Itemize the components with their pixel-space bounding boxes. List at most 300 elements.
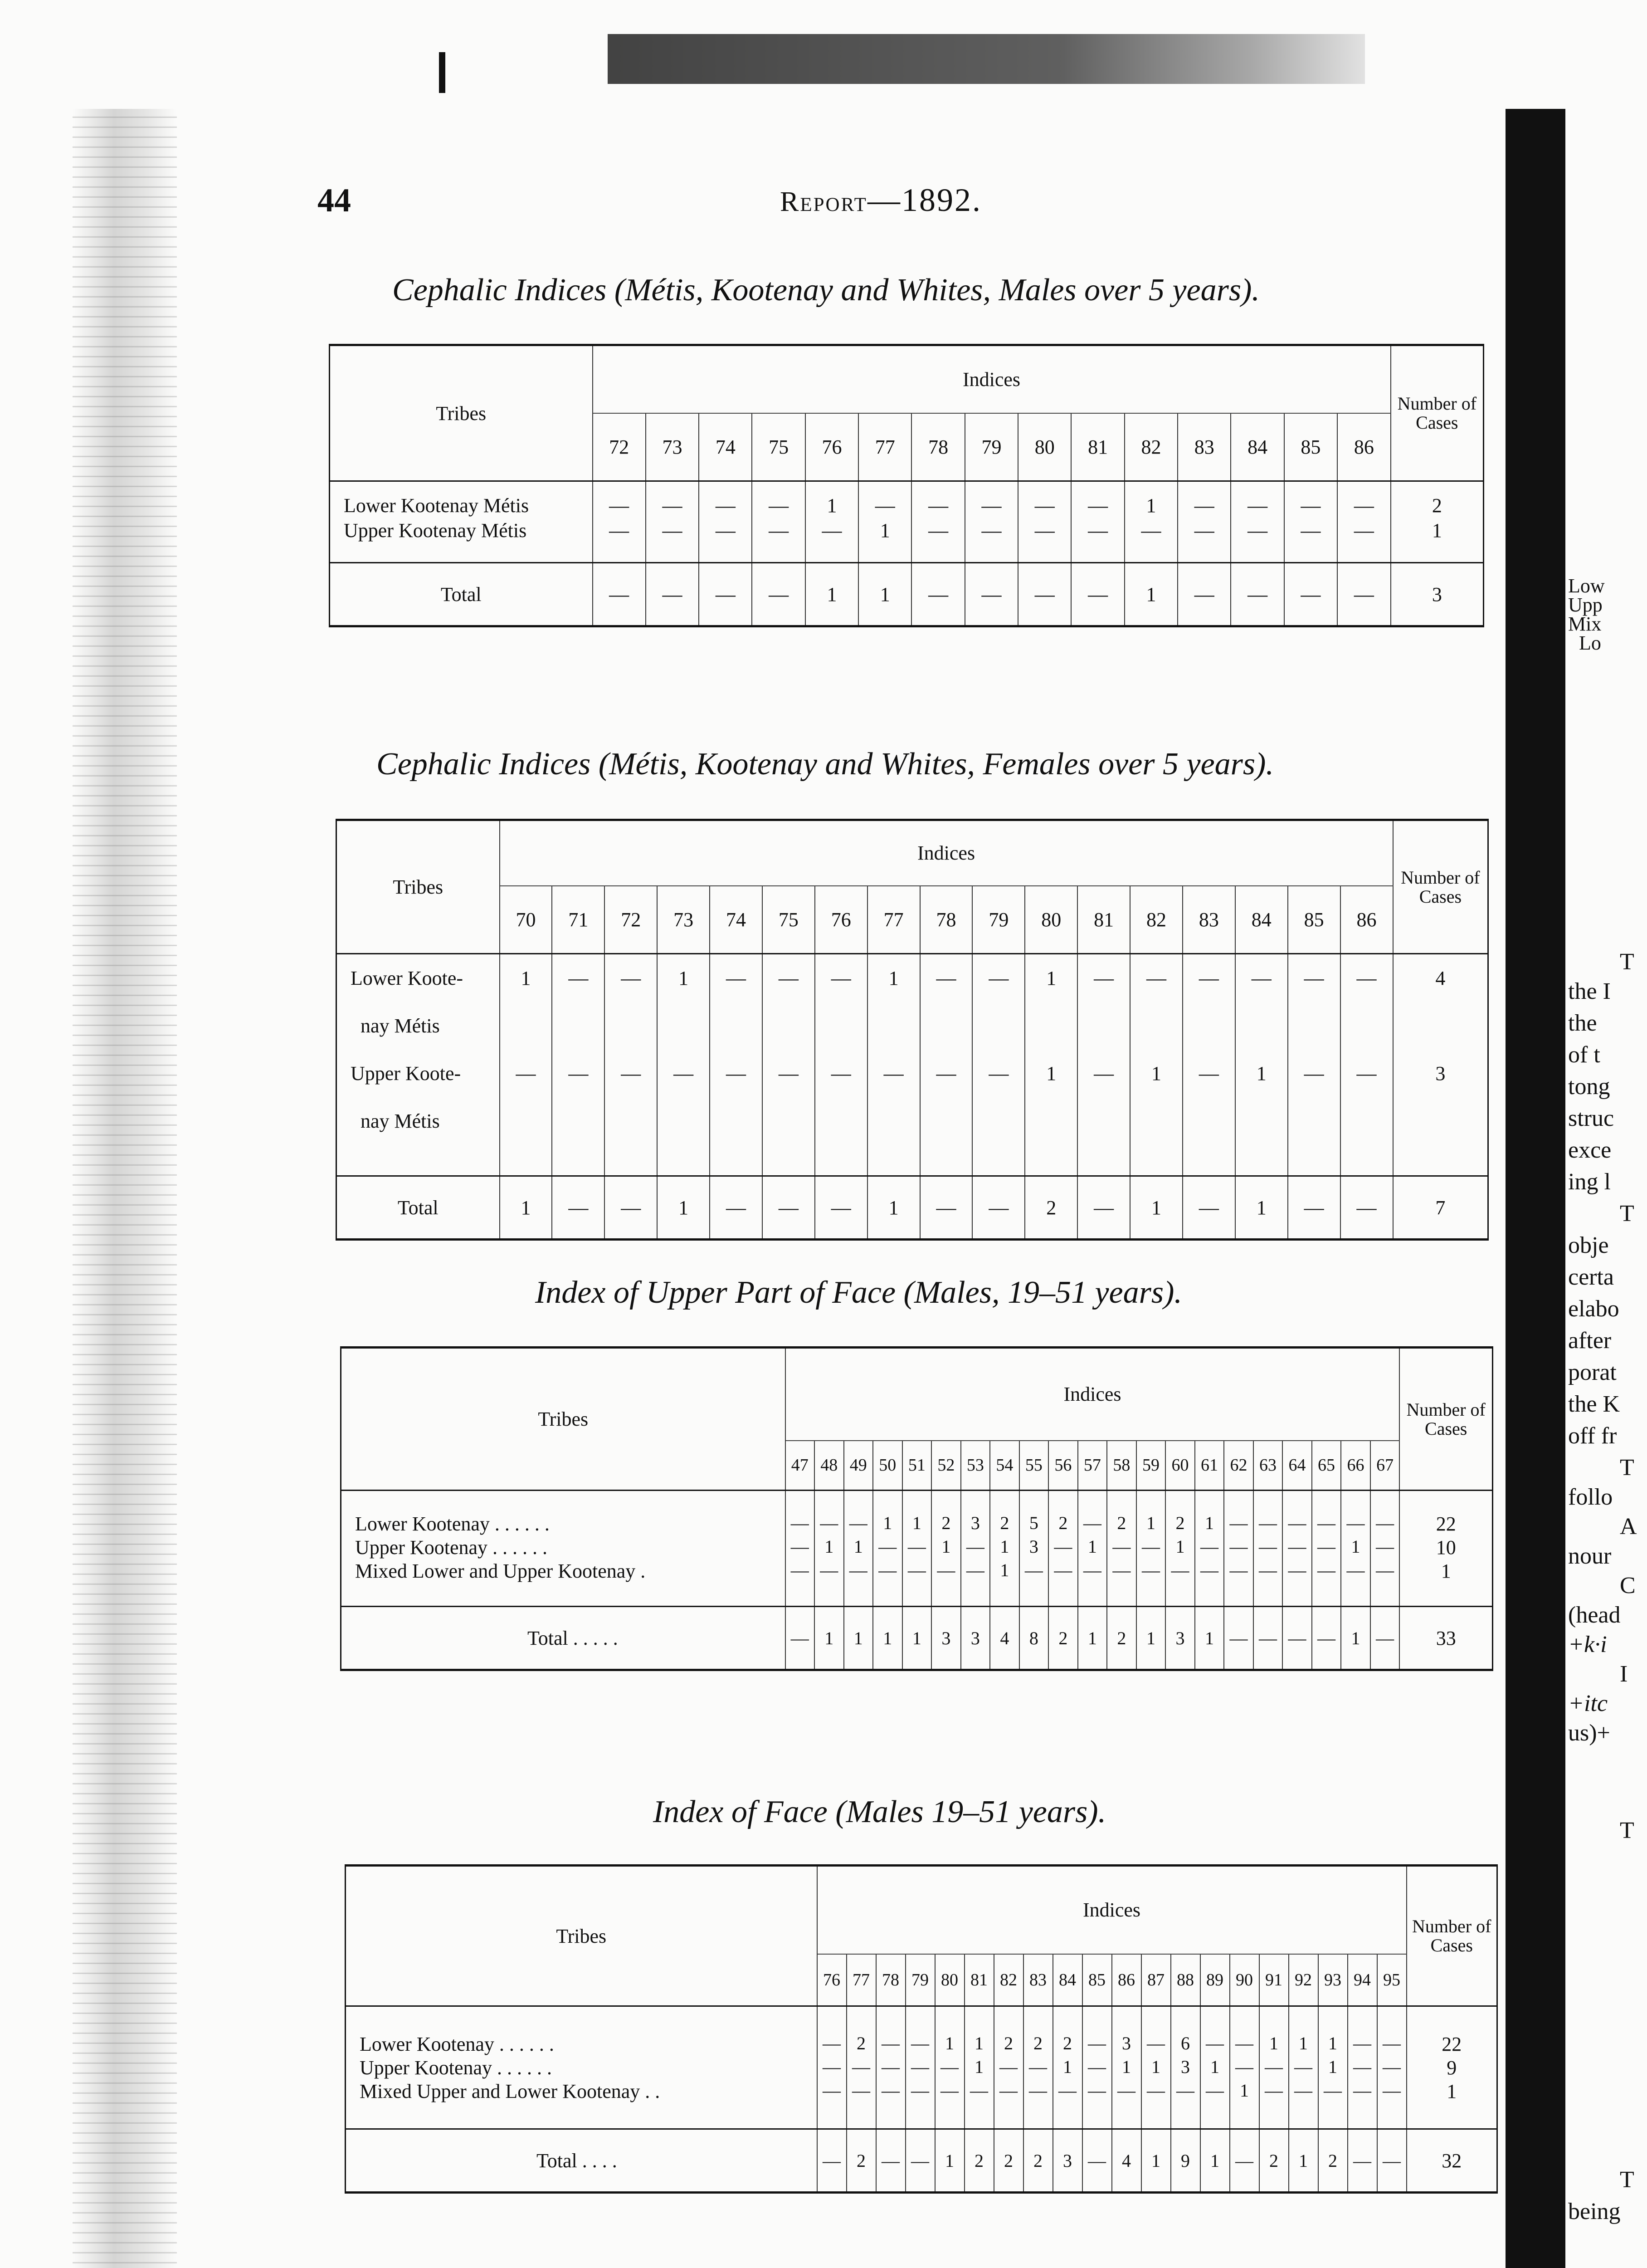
table-3-title [535,1275,1182,1311]
index-values-cell [1259,2006,1289,2129]
index-count: — [769,519,789,542]
fragment-text: the [1568,1010,1597,1036]
index-column-header: 63 [1253,1441,1283,1491]
tribe-name: Mixed Lower and Upper Kootenay . [355,1560,646,1582]
total-label: Total [330,563,593,626]
index-column-header: 73 [646,413,699,481]
total-index-count: 1 [935,2129,965,2193]
index-values-cell [935,2006,965,2129]
fragment-text: Low [1568,575,1605,597]
total-index-count: 1 [657,1176,710,1240]
index-count [763,1016,814,1063]
index-column-header: 49 [844,1441,873,1491]
indices-header: Indices [593,345,1391,413]
index-count [868,1111,920,1158]
index-count: 1 [1256,1062,1267,1085]
total-index-count: 1 [1141,2129,1171,2193]
index-column-header: 82 [1125,413,1178,481]
case-counts-cell [1391,481,1484,563]
index-count: — [1259,1536,1277,1557]
total-index-count: — [1077,1176,1130,1240]
total-index-count: 1 [814,1607,844,1670]
index-count [1025,1016,1077,1063]
index-count: 1 [1175,1536,1185,1557]
index-count: — [790,1560,809,1580]
index-values-cell [1053,2006,1082,2129]
index-column-header: 58 [1107,1441,1136,1491]
index-count: — [568,967,589,989]
index-count: 1 [1240,2080,1249,2101]
index-count [1078,1016,1130,1063]
fragment-text: T [1620,1818,1634,1843]
index-values-cell [1253,1491,1283,1607]
index-count: — [1200,1536,1218,1557]
index-column-header: 93 [1318,1954,1348,2006]
index-values-cell [1025,954,1077,1176]
index-count: 1 [1087,1536,1097,1557]
tribe-name: Lower Kootenay Métis [344,494,529,517]
index-count: — [849,1560,867,1580]
indices-header: Indices [785,1348,1400,1441]
index-values-cell [500,954,552,1176]
total-index-count: 2 [1107,1607,1136,1670]
index-count: — [621,1062,641,1085]
index-values-cell [1136,1491,1166,1607]
index-count: — [1294,2080,1312,2101]
total-index-count: 2 [994,2129,1023,2193]
scan-top-smudge [608,34,1365,84]
index-count: — [1141,519,1161,542]
index-count: — [1024,1560,1043,1580]
index-count: — [882,2033,900,2053]
header-year: —1892. [867,182,982,218]
index-count: — [1251,967,1272,989]
index-count: — [1259,1560,1277,1580]
index-values-cell [990,1491,1019,1607]
total-index-count: — [911,563,965,626]
tribe-name: Upper Koote- [351,1062,461,1085]
index-values-cell [552,954,604,1176]
index-count: — [1353,2080,1371,2101]
index-count: — [1288,1513,1306,1533]
index-count: — [1229,1513,1248,1533]
index-values-cell [1341,1491,1370,1607]
index-count: — [1376,1536,1394,1557]
index-count: — [715,494,736,517]
fragment-text: I [1620,1661,1628,1687]
index-column-header: 92 [1289,1954,1318,2006]
index-count: — [882,2080,900,2101]
index-count: — [1206,2080,1224,2101]
index-values-cell [972,954,1025,1176]
index-count: — [1229,1536,1248,1557]
title-part: Males [846,1794,924,1829]
case-count: 22 [1436,1513,1456,1535]
index-values-cell [657,954,710,1176]
case-count: 9 [1447,2057,1457,2079]
index-column-header: 84 [1231,413,1284,481]
index-values-cell [1130,954,1183,1176]
index-count: — [1376,1560,1394,1580]
index-count [1130,1111,1182,1158]
index-count: — [1301,494,1321,517]
index-count: 1 [521,967,531,989]
case-count: 10 [1436,1536,1456,1559]
total-index-count: — [1340,1176,1393,1240]
index-count: — [609,519,629,542]
index-column-header: 82 [1130,886,1183,954]
index-column-header: 89 [1200,1954,1230,2006]
tribe-name: Mixed Upper and Lower Kootenay . . [360,2080,660,2102]
index-values-cell [931,1491,961,1607]
index-count: — [981,519,1002,542]
index-count: — [1088,494,1108,517]
index-count [658,1111,709,1158]
index-column-header: 86 [1340,886,1393,954]
total-index-count: — [1178,563,1231,626]
index-count [815,1016,867,1063]
index-count: — [1194,519,1214,542]
total-index-count: — [1284,563,1337,626]
total-case-count: 33 [1399,1607,1492,1670]
index-count: — [882,2057,900,2077]
total-index-count: 4 [990,1607,1019,1670]
index-column-header: 83 [1183,886,1235,954]
index-values-cell [1082,2006,1112,2129]
total-index-count: 1 [844,1607,873,1670]
index-column-header: 78 [920,886,973,954]
tribe-names-cell [336,954,500,1176]
total-index-count: 2 [1259,2129,1289,2193]
case-count: 1 [1447,2080,1457,2102]
index-count: 1 [945,2033,954,2053]
index-column-header: 79 [965,413,1018,481]
index-count: 1 [975,2033,984,2053]
index-count: — [831,1062,851,1085]
table-2-title [376,746,1274,782]
index-column-header: 51 [902,1441,932,1491]
index-column-header: 52 [931,1441,961,1491]
index-count: 1 [1146,494,1156,517]
total-index-count: 1 [873,1607,902,1670]
index-column-header: 91 [1259,1954,1289,2006]
total-index-count: — [1071,563,1124,626]
index-values-cell [965,481,1018,563]
index-values-cell [847,2006,876,2129]
index-count: — [823,2033,841,2053]
index-count: — [1171,1560,1189,1580]
index-count: — [936,1062,956,1085]
index-values-cell [1289,2006,1318,2129]
index-values-cell [1348,2006,1377,2129]
index-count: 1 [1122,2057,1131,2077]
fragment-text: certa [1568,1264,1614,1290]
fragment-text: obje [1568,1232,1609,1258]
case-count [1394,1016,1488,1063]
total-index-count: 1 [1341,1607,1370,1670]
index-count: — [1288,1560,1306,1580]
fragment-text: A [1620,1514,1637,1540]
index-count: — [1094,1062,1114,1085]
index-count: — [852,2057,870,2077]
scan-gutter-shadow [73,109,177,2268]
title-part: Index of Face ( [653,1794,846,1829]
index-values-cell [1078,1491,1107,1607]
index-count: 1 [1269,2033,1278,2053]
index-column-header: 88 [1171,1954,1200,2006]
total-index-count: 3 [1053,2129,1082,2193]
total-index-count: 3 [1165,1607,1195,1670]
index-count [1183,1111,1235,1158]
index-count: — [970,2080,988,2101]
index-count: 1 [1000,1560,1009,1580]
index-column-header: 71 [552,886,604,954]
index-count: — [883,1062,904,1085]
index-count: — [966,1536,984,1557]
index-count: 3 [1122,2033,1131,2053]
index-count: — [1206,2033,1224,2053]
index-count: 1 [880,519,890,542]
case-counts-cell [1407,2006,1497,2129]
index-count: — [1088,2080,1106,2101]
number-of-cases-header: Number of Cases [1391,345,1484,481]
index-column-header: 65 [1312,1441,1341,1491]
fragment-text: T [1620,949,1634,975]
index-count: — [911,2080,929,2101]
index-column-header: 76 [805,413,858,481]
title-part: Métis [625,273,696,308]
index-count: — [1029,2080,1047,2101]
index-count: — [568,1062,589,1085]
index-count: — [981,494,1002,517]
index-column-header: 84 [1053,1954,1082,2006]
index-values-cell [1230,2006,1259,2129]
index-count [921,1016,972,1063]
index-count: 1 [1328,2057,1337,2077]
fragment-text: tong [1568,1074,1610,1100]
case-counts-cell [1393,954,1488,1176]
index-count: — [1354,519,1374,542]
index-count: — [940,2057,959,2077]
total-index-count: 1 [858,563,911,626]
index-count [868,1016,920,1063]
tribe-name: nay Métis [361,1015,440,1037]
number-of-cases-header: Number of Cases [1407,1866,1497,2006]
index-column-header: 70 [500,886,552,954]
total-label: Total . . . . . [341,1607,785,1670]
total-index-count: — [817,2129,847,2193]
adjacent-page-fragment [1565,109,1647,2268]
index-count [605,1016,657,1063]
index-column-header: 72 [604,886,657,954]
index-values-cell [1377,2006,1407,2129]
index-count: 1 [883,1513,892,1533]
index-count: — [1301,519,1321,542]
index-count: — [1247,494,1268,517]
tribe-name: Lower Koote- [351,967,463,989]
index-count [973,1016,1024,1063]
page-number: 44 [317,182,351,219]
index-column-header: 90 [1230,1954,1259,2006]
index-count: — [1229,1560,1248,1580]
index-count: — [823,2057,841,2077]
total-index-count: 2 [1023,2129,1053,2193]
index-column-header: 75 [762,886,815,954]
total-index-count: — [1288,1176,1340,1240]
index-values-cell [1318,2006,1348,2129]
index-count: — [1383,2057,1401,2077]
index-values-cell [1231,481,1284,563]
indices-header: Indices [500,820,1393,886]
index-count: — [1235,2033,1253,2053]
index-count: — [940,2080,959,2101]
fragment-text: T [1620,2167,1634,2193]
total-index-count: — [1230,2129,1259,2193]
index-count: — [1259,1513,1277,1533]
fragment-text: +itc [1568,1691,1608,1716]
index-count [658,1016,709,1063]
header-report: Report [780,186,867,217]
index-values-cell [876,2006,906,2129]
index-count: — [1265,2057,1283,2077]
index-count: 2 [1058,1513,1068,1533]
index-count: 1 [1146,1513,1155,1533]
index-count: — [928,519,949,542]
index-count: — [1034,494,1055,517]
index-count: — [1054,1560,1072,1580]
index-values-cell [1171,2006,1200,2129]
index-values-cell [844,1491,873,1607]
index-values-cell [699,481,752,563]
index-values-cell [646,481,699,563]
index-count: — [790,1513,809,1533]
index-count: — [928,494,949,517]
fragment-text: us)+ [1568,1720,1610,1746]
index-count: — [1094,967,1114,989]
index-count: 3 [1029,1536,1038,1557]
index-values-cell [1200,2006,1230,2129]
index-count [1078,1111,1130,1158]
index-count: — [1317,1513,1336,1533]
index-values-cell [604,954,657,1176]
index-count: — [1354,494,1374,517]
index-count: — [1247,519,1268,542]
index-values-cell [815,954,867,1176]
index-count: — [1194,494,1214,517]
index-count: 2 [941,1513,951,1533]
index-count: 1 [1046,1062,1057,1085]
total-index-count: — [762,1176,815,1240]
index-count: — [1141,1560,1160,1580]
index-count: — [822,519,842,542]
total-index-count: 1 [1136,1607,1166,1670]
index-values-cell [710,954,762,1176]
index-count: — [609,494,629,517]
index-count: — [1353,2033,1371,2053]
index-count: 1 [1351,1536,1360,1557]
index-count [763,1111,814,1158]
title-part: Métis [609,747,680,782]
total-index-count: 2 [847,2129,876,2193]
fragment-text: ing l [1568,1169,1611,1195]
index-values-cell [1077,954,1130,1176]
index-values-cell [902,1491,932,1607]
total-index-count: — [646,563,699,626]
total-index-count: 4 [1112,2129,1141,2193]
index-column-header: 86 [1112,1954,1141,2006]
total-index-count: 3 [961,1607,990,1670]
total-case-count: 7 [1393,1176,1488,1240]
tribe-names-cell [341,1491,785,1607]
index-column-header: 85 [1288,886,1340,954]
scan-top-mark [439,52,445,93]
fragment-text: exce [1568,1137,1612,1163]
index-count [815,1111,867,1158]
index-values-cell [1023,2006,1053,2129]
index-column-header: 64 [1282,1441,1312,1491]
index-count: — [1083,1513,1101,1533]
table-1-title [392,272,1260,308]
index-column-header: 55 [1019,1441,1049,1491]
index-count: — [937,1560,955,1580]
index-values-cell [762,954,815,1176]
index-count: — [1199,967,1219,989]
tribes-header: Tribes [330,345,593,481]
index-count: — [516,1062,536,1085]
fragment-text: follo [1568,1484,1613,1510]
index-count: — [1346,1560,1365,1580]
index-count: 2 [857,2033,866,2053]
index-column-header: 73 [657,886,710,954]
total-index-count: — [552,1176,604,1240]
index-column-header: 94 [1348,1954,1377,2006]
index-count: 6 [1181,2033,1190,2053]
case-count: 2 [1432,494,1442,517]
index-count [1236,1111,1287,1158]
index-count: — [778,967,799,989]
total-index-count: — [710,1176,762,1240]
index-count: — [662,494,682,517]
index-count [1183,1016,1235,1063]
index-count [1025,1111,1077,1158]
index-column-header: 95 [1377,1954,1407,2006]
index-count: — [820,1513,838,1533]
index-column-header: 74 [710,886,762,954]
title-part: , Kootenay and Whites, Males over 5 years). [695,273,1260,308]
index-count: 2 [1063,2033,1072,2053]
total-index-count: 1 [867,1176,920,1240]
fragment-text: being [1568,2199,1621,2224]
total-index-count: — [1082,2129,1112,2193]
index-count: 1 [941,1536,951,1557]
index-count: — [989,967,1009,989]
index-column-header: 79 [972,886,1025,954]
index-count: — [1304,1062,1324,1085]
title-part: Males [914,1275,992,1310]
index-values-cell [920,954,973,1176]
total-index-count: — [876,2129,906,2193]
total-index-count: 1 [1130,1176,1183,1240]
index-column-header: 57 [1078,1441,1107,1491]
total-index-count: — [965,563,1018,626]
index-count: — [1199,1062,1219,1085]
index-column-header: 53 [961,1441,990,1491]
index-count: — [1356,967,1377,989]
index-column-header: 80 [935,1954,965,2006]
index-count: — [831,967,851,989]
index-count: 1 [975,2057,984,2077]
table-4-title [653,1794,1106,1830]
